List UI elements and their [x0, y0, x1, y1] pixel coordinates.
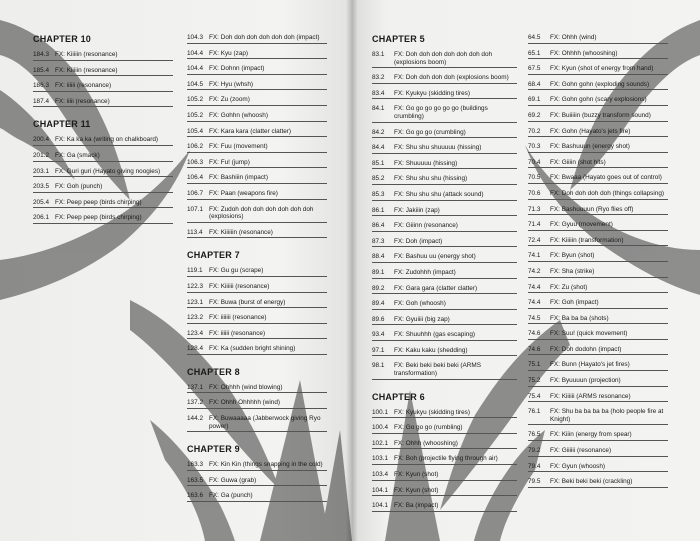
fx-entry [372, 238, 517, 248]
page-panel-number: 70.6 [528, 189, 541, 197]
fx-entry [528, 299, 668, 309]
fx-description: FX: Kiiiiiin (resonance) [209, 228, 273, 236]
fx-description: FX: Beki beki beki beki (ARMS transformation) [394, 362, 482, 378]
page-panel-number: 184.3 [33, 51, 49, 58]
fx-description: FX: Ba (impact) [394, 502, 439, 510]
page-panel-number: 74.4 [528, 283, 541, 291]
chapter-block [187, 367, 327, 432]
fx-description: FX: Guwa (grab) [209, 476, 257, 484]
fx-description: FX: Byuuuun (projection) [550, 377, 621, 385]
fx-entry [528, 252, 668, 262]
fx-entry [372, 129, 517, 139]
page-panel-number: 206.1 [33, 214, 49, 222]
fx-entry [528, 174, 668, 184]
fx-entry [372, 160, 517, 170]
page-panel-number: 163.6 [187, 492, 203, 500]
fx-entry [372, 471, 517, 481]
fx-description: FX: Kyukyu (skidding tires) [394, 89, 471, 97]
page-panel-number: 71.3 [528, 205, 541, 213]
fx-entry [187, 143, 327, 153]
fx-entry [187, 415, 327, 432]
fx-description: FX: Gohn (Hayato's jets fire) [550, 127, 631, 135]
page-panel-number: 163.5 [187, 476, 203, 484]
page-panel-number: 79.2 [528, 447, 541, 455]
fx-entry [33, 82, 173, 92]
chapter-block [33, 34, 173, 107]
fx-description: FX: Kiiiiin (resonance) [55, 66, 118, 74]
fx-entry [528, 315, 668, 325]
page-panel-number: 83.4 [372, 89, 385, 97]
fx-entry [528, 221, 668, 231]
fx-entry [33, 98, 173, 108]
fx-entry [187, 50, 327, 60]
page-panel-number: 84.2 [372, 128, 385, 136]
chapter-title: CHAPTER 5 [372, 34, 425, 44]
page-panel-number: 74.2 [528, 267, 541, 275]
page-panel-number: 123.4 [187, 329, 203, 337]
page-panel-number: 72.4 [528, 236, 541, 244]
chapter-title: CHAPTER 10 [33, 34, 92, 44]
page-panel-number: 89.2 [372, 284, 385, 292]
fx-entry [372, 455, 517, 465]
fx-description: FX: Bashuu uu (energy shot) [394, 253, 476, 261]
page-panel-number: 137.1 [187, 383, 203, 391]
fx-entry [33, 51, 173, 61]
fx-entry [187, 461, 327, 471]
column-4 [528, 34, 668, 500]
page-panel-number: 74.6 [528, 330, 541, 338]
chapter-block [33, 119, 173, 224]
fx-entry [372, 74, 517, 84]
fx-entry [528, 159, 668, 169]
fx-entry [372, 269, 517, 279]
page-panel-number: 100.1 [372, 408, 388, 416]
page-panel-number: 89.6 [372, 315, 385, 323]
fx-description: FX: Buiiiiin (buzzy transform sound) [550, 111, 651, 119]
book-gutter [346, 0, 358, 541]
fx-entry [528, 361, 668, 371]
page-panel-number: 128.4 [187, 345, 203, 353]
page-panel-number: 83.2 [372, 74, 385, 82]
fx-entry [372, 487, 517, 497]
fx-entry [187, 330, 327, 340]
page-panel-number: 84.1 [372, 105, 385, 113]
page-panel-number: 203.1 [33, 167, 49, 175]
fx-description: FX: Kyun (shot of energy from hand) [550, 65, 654, 73]
fx-entry [528, 408, 668, 425]
fx-description: FX: Doh dodohn (impact) [550, 345, 622, 353]
page-panel-number: 100.4 [372, 424, 388, 432]
fx-description: FX: Kiiin (energy from spear) [550, 431, 632, 439]
page-panel-number: 144.2 [187, 415, 203, 423]
fx-description: FX: Fu! (jump) [209, 158, 250, 166]
fx-entry [372, 440, 517, 450]
fx-description: FX: Doh doh doh doh (things collapsing) [550, 189, 665, 197]
fx-entry [187, 112, 327, 122]
fx-description: FX: Ka (sudden bright shining) [209, 345, 296, 353]
fx-description: FX: Buwa (burst of energy) [209, 298, 286, 306]
fx-entry [187, 65, 327, 75]
fx-entry [528, 393, 668, 403]
fx-entry [33, 183, 173, 193]
fx-entry [187, 299, 327, 309]
page-panel-number: 76.1 [528, 408, 541, 416]
page-panel-number: 106.2 [187, 143, 203, 151]
page-panel-number: 186.3 [33, 82, 49, 90]
fx-description: FX: Kin Kin (things snapping in the cold) [209, 461, 323, 469]
fx-description: FX: Doh (impact) [394, 237, 443, 245]
fx-entry [372, 316, 517, 326]
page-panel-number: 137.2 [187, 399, 203, 407]
fx-description: FX: iiiiii (resonance) [55, 82, 112, 90]
page-panel-number: 201.2 [33, 151, 49, 159]
fx-description: FX: Goh (punch) [55, 183, 103, 191]
fx-description: FX: Ga (smack) [55, 151, 100, 159]
fx-entry [372, 300, 517, 310]
fx-description: FX: Giiinn (resonance) [394, 222, 458, 230]
fx-entry [187, 399, 327, 409]
page-panel-number: 105.2 [187, 111, 203, 119]
page-panel-number: 68.4 [528, 80, 541, 88]
fx-entry [528, 463, 668, 473]
fx-description: FX: Peep peep (birds chirping) [55, 214, 142, 222]
fx-entry [187, 159, 327, 169]
fx-description: FX: Shu shu shu (attack sound) [394, 190, 484, 198]
fx-description: FX: Gu gu (scrape) [209, 267, 264, 275]
fx-description: FX: Kyun (shot) [394, 486, 439, 494]
fx-entry [33, 214, 173, 224]
page-panel-number: 70.2 [528, 127, 541, 135]
fx-entry [187, 81, 327, 91]
fx-description: FX: Go go go go go go (buildings crumbling) [394, 105, 488, 120]
fx-description: FX: Ohhh Ohhhhh (wind) [209, 399, 281, 407]
fx-description: FX: Doh doh doh doh (explosions boom) [394, 74, 509, 82]
fx-entry [187, 206, 327, 223]
fx-description: FX: Kiiiiii (ARMS resonance) [550, 392, 631, 400]
fx-entry [528, 112, 668, 122]
column-3 [372, 34, 517, 524]
page-panel-number: 104.5 [187, 80, 203, 88]
fx-entry [187, 492, 327, 502]
fx-entry [187, 283, 327, 293]
fx-description: FX: Go go go (rumbling) [394, 424, 463, 432]
fx-entry [372, 175, 517, 185]
chapter-block [187, 34, 327, 238]
page-panel-number: 76.5 [528, 431, 541, 439]
fx-entry [528, 346, 668, 356]
page-panel-number: 70.3 [528, 143, 541, 151]
fx-description: FX: Gyun (whoosh) [550, 462, 606, 470]
page-panel-number: 93.4 [372, 331, 385, 339]
page-panel-number: 205.4 [33, 198, 49, 206]
fx-description: FX: Ka ka ka (writing on chalkboard) [55, 136, 159, 144]
fx-entry [528, 237, 668, 247]
fx-entry [528, 431, 668, 441]
fx-description: FX: Zu (shot) [550, 283, 588, 291]
chapter-block [372, 392, 517, 512]
page-panel-number: 69.1 [528, 96, 541, 104]
fx-entry [528, 206, 668, 216]
chapter-block [528, 34, 668, 488]
page-panel-number: 75.2 [528, 377, 541, 385]
fx-description: FX: Giiiiii (resonance) [550, 447, 612, 455]
fx-description: FX: Kyun (shot) [394, 471, 439, 479]
column-1 [33, 34, 173, 236]
fx-description: FX: Sha (strike) [550, 267, 595, 275]
fx-entry [528, 190, 668, 200]
fx-description: FX: Bashiiin (impact) [209, 174, 268, 182]
page-panel-number: 103.4 [372, 471, 388, 479]
fx-entry [33, 67, 173, 77]
fx-description: FX: Kiiiiii (resonance) [209, 282, 270, 290]
page-panel-number: 187.4 [33, 97, 49, 105]
fx-entry [372, 424, 517, 434]
fx-description: FX: Goh (impact) [550, 299, 599, 307]
page-panel-number: 185.4 [33, 66, 49, 74]
page-panel-number: 97.1 [372, 346, 385, 354]
page-panel-number: 122.3 [187, 282, 203, 290]
fx-entry [187, 314, 327, 324]
fx-entry [528, 268, 668, 278]
fx-entry [187, 34, 327, 44]
fx-entry [187, 345, 327, 355]
page-panel-number: 74.4 [528, 299, 541, 307]
page-panel-number: 104.3 [187, 34, 203, 41]
fx-entry [372, 409, 517, 419]
fx-description: FX: Bwaaa (Hayato goes out of control) [550, 174, 662, 182]
fx-entry [528, 447, 668, 457]
page-panel-number: 87.3 [372, 237, 385, 245]
fx-entry [187, 174, 327, 184]
fx-entry [528, 284, 668, 294]
fx-entry [187, 477, 327, 487]
fx-entry [33, 136, 173, 146]
fx-description: FX: Ohhh (wind) [550, 34, 597, 41]
fx-description: FX: Zudohhh (impact) [394, 268, 456, 276]
fx-description: FX: Go go go (crumbling) [394, 128, 466, 136]
fx-description: FX: Fuu (movement) [209, 143, 268, 151]
fx-description: FX: Shu ba ba ba ba (holo people fire at Knight) [550, 408, 664, 423]
fx-description: FX: Suu! (quick movement) [550, 330, 628, 338]
fx-entry [33, 152, 173, 162]
fx-entry [372, 207, 517, 217]
fx-entry [372, 144, 517, 154]
fx-description: FX: Kiiiiin (transformation) [550, 236, 624, 244]
fx-description: FX: Beki beki beki (crackling) [550, 478, 633, 486]
fx-entry [372, 502, 517, 512]
fx-entry [187, 267, 327, 277]
chapter-title: CHAPTER 9 [187, 444, 240, 455]
fx-entry [187, 128, 327, 138]
fx-description: FX: Ohhh (whooshing) [394, 439, 458, 447]
fx-entry [372, 331, 517, 341]
column-2 [187, 34, 327, 514]
fx-description: FX: Gohhn (whoosh) [209, 111, 268, 119]
fx-description: FX: Giiiin (shot hits) [550, 158, 606, 166]
fx-entry [528, 143, 668, 153]
fx-description: FX: Bashuuun (energy shot) [550, 143, 630, 151]
page-panel-number: 106.4 [187, 174, 203, 182]
fx-entry [187, 229, 327, 239]
fx-entry [528, 34, 668, 44]
page-panel-number: 105.4 [187, 127, 203, 135]
fx-entry [372, 51, 517, 68]
fx-description: FX: Paan (weapons fire) [209, 189, 278, 197]
fx-description: FX: Ga (punch) [209, 492, 253, 500]
fx-description: FX: Guri guri (Hayato giving noogies) [55, 167, 161, 175]
page-panel-number: 79.5 [528, 478, 541, 486]
page-panel-number: 106.3 [187, 158, 203, 166]
fx-entry [528, 377, 668, 387]
fx-description: FX: Goh (whoosh) [394, 300, 446, 308]
chapter-title: CHAPTER 8 [187, 366, 240, 377]
fx-description: FX: Shuuhhh (gas escaping) [394, 331, 475, 339]
chapter-title: CHAPTER 7 [187, 250, 240, 261]
page-panel-number: 104.4 [187, 49, 203, 57]
fx-description: FX: Shu shu shuuuuu (hissing) [394, 144, 482, 152]
fx-description: FX: Zudoh doh doh doh doh doh doh (explosions) [209, 205, 314, 221]
page-panel-number: 107.1 [187, 205, 203, 213]
fx-description: FX: Kyukyu (skidding tires) [394, 408, 471, 416]
fx-description: FX: iiiiiii (resonance) [209, 314, 267, 322]
fx-entry [528, 65, 668, 75]
fx-entry [528, 96, 668, 106]
page-panel-number: 103.1 [372, 455, 388, 463]
fx-description: FX: Bashuuuun (Ryo flies off) [550, 205, 634, 213]
page-panel-number: 88.4 [372, 253, 385, 261]
page-panel-number: 104.4 [187, 65, 203, 73]
fx-entry [372, 285, 517, 295]
page-panel-number: 65.1 [528, 49, 541, 57]
fx-entry [528, 330, 668, 340]
fx-description: FX: Gara gara (clatter clatter) [394, 284, 478, 292]
fx-entry [372, 347, 517, 357]
fx-entry [372, 222, 517, 232]
fx-entry [372, 105, 517, 122]
page-panel-number: 74.6 [528, 345, 541, 353]
fx-description: FX: Ba ba ba (shots) [550, 314, 609, 322]
fx-entry [528, 478, 668, 488]
fx-entry [372, 253, 517, 263]
fx-description: FX: Boh (projectile flying through air) [394, 455, 498, 463]
chapter-block [187, 250, 327, 355]
chapter-block [372, 34, 517, 380]
page-panel-number: 74.5 [528, 314, 541, 322]
page-panel-number: 86.4 [372, 222, 385, 230]
page-panel-number: 89.4 [372, 300, 385, 308]
fx-description: FX: Gohn gohn (exploding sounds) [550, 80, 650, 88]
fx-description: FX: Gyuiiii (big zap) [394, 315, 450, 323]
fx-description: FX: Kara kara (clatter clatter) [209, 127, 292, 135]
page-panel-number: 98.1 [372, 362, 385, 370]
fx-entry [372, 90, 517, 100]
page-panel-number: 74.1 [528, 252, 541, 260]
fx-description: FX: Peep peep (birds chirping) [55, 198, 142, 206]
fx-entry [372, 191, 517, 201]
fx-entry [187, 384, 327, 394]
page-panel-number: 123.1 [187, 298, 203, 306]
chapter-title: CHAPTER 6 [372, 391, 425, 402]
fx-description: FX: Shuuuuu (hissing) [394, 159, 458, 167]
fx-description: FX: Gyuu (movement) [550, 221, 613, 229]
fx-description: FX: Ohhhh (wind blowing) [209, 383, 283, 391]
fx-entry [528, 81, 668, 91]
fx-description: FX: Ohhhh (whooshing) [550, 49, 618, 57]
page-panel-number: 84.4 [372, 144, 385, 152]
fx-description: FX: Doh doh doh doh doh doh (impact) [209, 34, 320, 41]
page-panel-number: 71.4 [528, 221, 541, 229]
page-panel-number: 123.2 [187, 314, 203, 322]
page-panel-number: 203.5 [33, 183, 49, 191]
page-panel-number: 85.1 [372, 159, 385, 167]
page-panel-number: 102.1 [372, 439, 388, 447]
fx-entry [528, 50, 668, 60]
page-panel-number: 106.7 [187, 189, 203, 197]
page-panel-number: 64.5 [528, 34, 541, 41]
page-panel-number: 75.1 [528, 361, 541, 369]
fx-description: FX: iiiiii (resonance) [209, 329, 266, 337]
fx-entry [528, 128, 668, 138]
fx-description: FX: Hyu (whsh) [209, 80, 254, 88]
page-panel-number: 70.4 [528, 158, 541, 166]
fx-description: FX: Kiiiiin (resonance) [55, 51, 118, 58]
fx-entry [372, 362, 517, 379]
fx-description: FX: Buwaaaaa (Jabberwock giving Ryo power) [209, 415, 321, 430]
page-panel-number: 67.5 [528, 65, 541, 73]
page-panel-number: 119.1 [187, 267, 203, 275]
fx-description: FX: Kaku kaku (shedding) [394, 346, 468, 354]
page-panel-number: 104.1 [372, 502, 388, 510]
fx-description: FX: Byun (shot) [550, 252, 595, 260]
page-panel-number: 86.1 [372, 206, 385, 214]
page-panel-number: 83.1 [372, 51, 385, 58]
page-panel-number: 85.2 [372, 175, 385, 183]
page-panel-number: 104.1 [372, 486, 388, 494]
fx-description: FX: Jakiiin (zap) [394, 206, 440, 214]
fx-description: FX: Gohn gohn (scary explosions) [550, 96, 647, 104]
page-panel-number: 163.3 [187, 461, 203, 469]
page-panel-number: 200.4 [33, 136, 49, 144]
page-panel-number: 85.3 [372, 190, 385, 198]
page-panel-number: 79.4 [528, 462, 541, 470]
fx-description: FX: Zu (zoom) [209, 96, 250, 104]
fx-entry [33, 168, 173, 178]
fx-description: FX: Doh doh doh doh doh doh doh (explosions boom) [394, 51, 493, 66]
fx-entry [187, 190, 327, 200]
page-panel-number: 113.4 [187, 228, 203, 236]
chapter-title: CHAPTER 11 [33, 119, 91, 130]
chapter-block [187, 444, 327, 502]
fx-entry [187, 96, 327, 106]
fx-description: FX: Bunn (Hayato's jet fires) [550, 361, 630, 369]
page-panel-number: 70.5 [528, 174, 541, 182]
fx-entry [33, 199, 173, 209]
page-panel-number: 89.1 [372, 268, 385, 276]
page-panel-number: 75.4 [528, 392, 541, 400]
fx-description: FX: Shu shu shu (hissing) [394, 175, 468, 183]
page-panel-number: 105.2 [187, 96, 203, 104]
page-panel-number: 69.2 [528, 111, 541, 119]
fx-description: FX: Kyu (zap) [209, 49, 249, 57]
fx-description: FX: Dohnn (impact) [209, 65, 265, 73]
fx-description: FX: iiiii (resonance) [55, 97, 110, 105]
